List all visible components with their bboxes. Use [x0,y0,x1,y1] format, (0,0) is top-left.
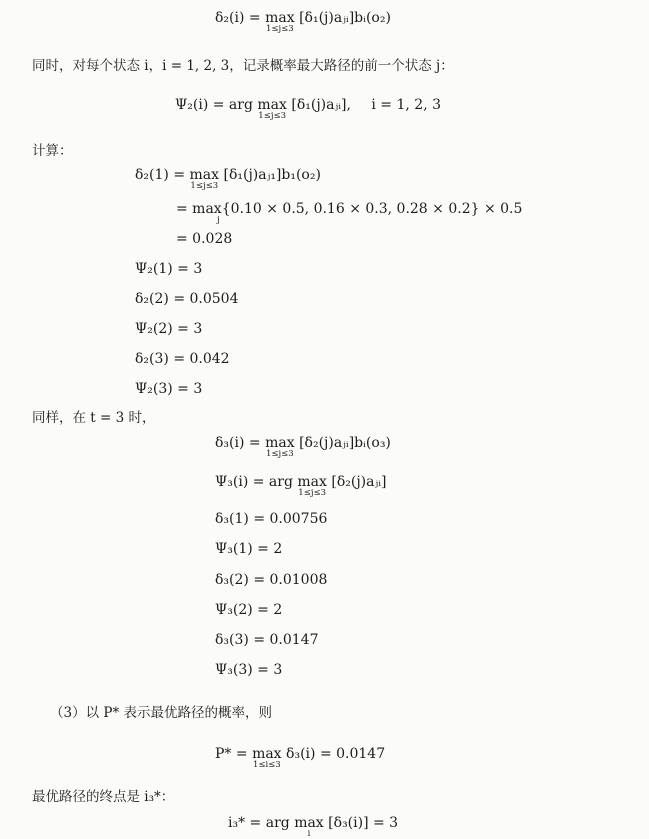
formula-rhs: [δ₁(j)aⱼ₁]b₁(o₂) [223,167,321,183]
calc-line-3: = 0.028 [176,231,233,247]
max-operator: max 1≤j≤3 [265,435,295,459]
formula-condition: i = 1, 2, 3 [371,97,442,113]
result-line: Ψ₂(2) = 3 [135,321,203,337]
psi2-formula [175,97,441,121]
result-line: Ψ₃(1) = 2 [215,541,283,557]
result-line: Ψ₂(1) = 3 [135,261,203,277]
formula-rhs: [δ₁(j)aⱼᵢ], [291,97,351,113]
formula-lhs: P* = [215,746,248,762]
part3-paragraph: （3）以 P* 表示最优路径的概率，则 [50,705,273,721]
result-line: Ψ₃(3) = 3 [215,662,283,678]
max-operator: max 1≤j≤3 [189,167,220,191]
formula-rhs: [δ₃(i)] = 3 [328,815,399,831]
max-operator: max 1≤i≤3 [252,746,282,770]
formula-rhs: [δ₂(j)aⱼᵢ]bᵢ(o₃) [299,435,391,451]
formula-lhs: Ψ₂(i) = arg [175,97,253,113]
same-paragraph: 同样，在 t = 3 时， [32,410,156,426]
max-operator: max i [294,815,324,839]
formula-rhs: [δ₁(j)aⱼᵢ]bᵢ(o₂) [299,10,391,26]
result-line: δ₃(1) = 0.00756 [215,511,328,527]
compute-label: 计算： [32,143,73,159]
formula-lhs: Ψ₃(i) = arg [215,474,293,490]
result-line: δ₃(2) = 0.01008 [215,572,328,588]
result-line: Ψ₂(3) = 3 [135,381,203,397]
max-operator: = max j [176,201,222,225]
formula-rhs: {0.10 × 0.5, 0.16 × 0.3, 0.28 × 0.2} × 0.5 [221,201,523,217]
result-line: δ₃(3) = 0.0147 [215,632,319,648]
calc-line-2 [176,201,522,225]
formula-rhs: [δ₂(j)aⱼᵢ] [331,474,387,490]
formula-lhs: δ₂(i) [215,10,245,26]
result-line: Ψ₃(2) = 2 [215,602,283,618]
formula-lhs: δ₂(1) = [135,167,186,183]
max-operator: max 1≤j≤3 [257,97,287,121]
i3-star-formula [228,815,398,839]
result-line: δ₂(3) = 0.042 [135,351,230,367]
psi3-formula [215,474,386,498]
endpoint-paragraph: 最优路径的终点是 i₃*： [32,789,175,805]
delta2-formula: δ₂(i) = max 1≤j≤3 [δ₁(j)aⱼᵢ]bᵢ(o₂) [215,10,391,34]
max-operator: max 1≤j≤3 [265,10,295,34]
formula-lhs: i₃* = arg [228,815,290,831]
result-line: δ₂(2) = 0.0504 [135,291,239,307]
p-star-formula [215,746,385,770]
record-paragraph: 同时，对每个状态 i，i = 1, 2, 3，记录概率最大路径的前一个状态 j： [32,58,454,74]
formula-rhs: δ₃(i) = 0.0147 [286,746,386,762]
max-operator: max 1≤j≤3 [297,474,327,498]
calc-line-1 [135,167,321,191]
formula-lhs: δ₃(i) = [215,435,261,451]
delta3-formula [215,435,391,459]
